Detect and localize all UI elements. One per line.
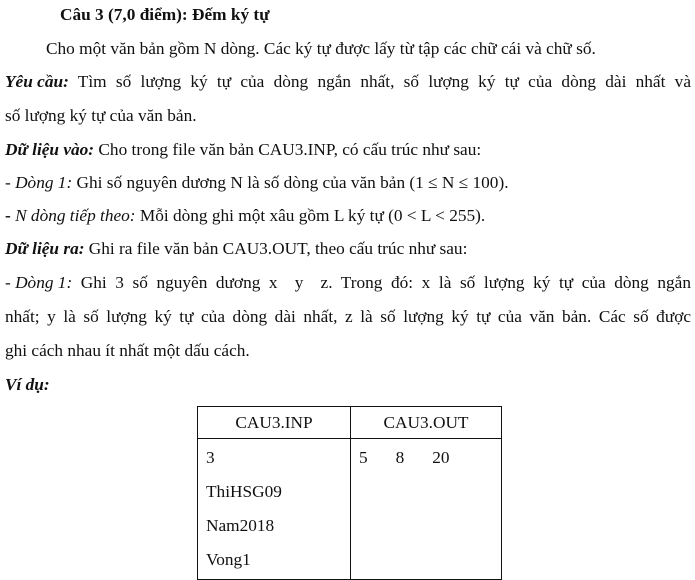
input-line: 3: [206, 448, 215, 467]
output-line1-label: Dòng 1:: [15, 273, 73, 292]
output-file-header: CAU3.OUT: [351, 407, 502, 439]
input-file-cell: [198, 439, 351, 580]
requirement-label: Yêu cầu:: [5, 72, 69, 91]
input-spec-text: Cho trong file văn bản CAU3.INP, có cấu trúc như sau:: [94, 140, 482, 159]
example-data-row: [198, 439, 502, 580]
requirement-line-1: [5, 73, 691, 90]
output-spec-line-1b: [5, 308, 691, 325]
requirement-line-2: số lượng ký tự của văn bản.: [5, 106, 197, 125]
input-line2-text: Mỗi dòng ghi một xâu gồm L ký tự (0 < L < 255).: [135, 206, 486, 225]
input-file-header: CAU3.INP: [198, 407, 351, 439]
input-spec-label: Dữ liệu vào:: [5, 140, 95, 159]
input-line2-prefix: -: [5, 206, 16, 225]
example-label: Ví dụ:: [5, 375, 50, 394]
output-spec-heading: [5, 240, 467, 257]
question-heading: Câu 3 (7,0 điểm): Đếm ký tự: [60, 5, 270, 24]
output-line: 5 8 20: [359, 448, 450, 467]
output-spec-line-1c: ghi cách nhau ít nhất một dấu cách.: [5, 341, 250, 360]
input-spec-line-2: [5, 207, 485, 224]
input-line2-label: N dòng tiếp theo:: [15, 206, 136, 225]
input-line1-label: Dòng 1:: [15, 173, 73, 192]
input-spec-line-1: [5, 174, 509, 191]
output-line1-text-b: nhất; y là số lượng ký tự của dòng dài nhất, z là số lượng ký tự của văn bản. Các số được: [5, 307, 691, 326]
input-line: Vong1: [206, 550, 251, 569]
input-line: ThiHSG09: [206, 482, 282, 501]
input-line1-text: Ghi số nguyên dương N là số dòng của văn bản (1 ≤ N ≤ 100).: [72, 173, 509, 192]
output-line1-text-a: Ghi 3 số nguyên dương x y z. Trong đó: x là số lượng ký tự của dòng ngắn: [72, 273, 691, 292]
requirement-text-1: Tìm số lượng ký tự của dòng ngắn nhất, số lượng ký tự của dòng dài nhất và: [68, 72, 691, 91]
output-spec-line-1a: [5, 274, 691, 291]
output-spec-label: Dữ liệu ra:: [5, 239, 85, 258]
input-line1-prefix: -: [5, 173, 16, 192]
output-spec-text: Ghi ra file văn bản CAU3.OUT, theo cấu trúc như sau:: [84, 239, 468, 258]
input-spec-heading: [5, 141, 481, 158]
example-header-row: [198, 407, 502, 439]
output-file-cell: [351, 439, 502, 580]
intro-paragraph: Cho một văn bản gồm N dòng. Các ký tự được lấy từ tập các chữ cái và chữ số.: [46, 39, 596, 58]
output-line1-prefix: -: [5, 273, 16, 292]
input-line: Nam2018: [206, 516, 275, 535]
example-table: [197, 406, 502, 580]
